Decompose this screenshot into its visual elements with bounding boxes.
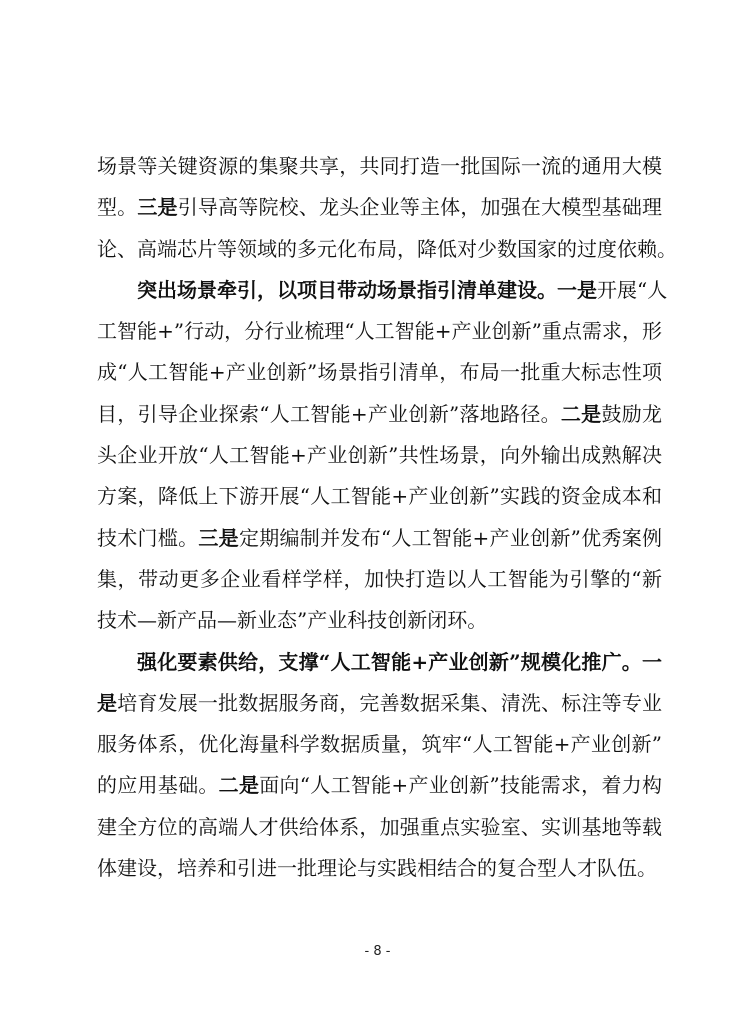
text-line: [97, 683, 662, 724]
bold-marker: 三是: [198, 525, 239, 550]
text-line: 集，带动更多企业看样学样，加快打造以人工智能为引擎的“新: [97, 566, 662, 591]
text-line: 体建设，培养和引进一批理论与实践相结合的复合型人才队伍。: [97, 856, 657, 881]
text-line: [97, 518, 662, 559]
paragraph-factor-supply: [97, 642, 662, 890]
bold-marker: 二是: [560, 401, 602, 426]
paragraph-continuation: [97, 146, 677, 270]
text-segment: 鼓励龙: [601, 401, 663, 426]
paragraph-scenario-guidance: [97, 270, 668, 642]
bold-marker: 三是: [137, 195, 178, 220]
paragraph-heading: 强化要素供给，支撑“人工智能+产业创新”规模化推广。一: [137, 649, 662, 674]
text-line: 建全方位的高端人才供给体系，加强重点实验室、实训基地等载: [97, 814, 662, 839]
text-segment: 的应用基础。: [97, 773, 219, 798]
text-segment: 面向“人工智能+产业创新”技能需求，着力构: [259, 773, 662, 798]
text-segment: 培育发展一批数据服务商，完善数据采集、清洗、标注等专业: [117, 690, 663, 715]
text-line: 服务体系，优化海量科学数据质量，筑牢“人工智能+产业创新”: [97, 732, 662, 757]
text-line: 论、高端芯片等领域的多元化布局，降低对少数国家的过度依赖。: [97, 236, 677, 261]
text-segment: 开展“人: [597, 277, 668, 302]
text-line: [97, 394, 662, 435]
text-segment: 目，引导企业探索“人工智能+产业创新”落地路径。: [97, 401, 561, 426]
paragraph-heading: 突出场景牵引，以项目带动场景指引清单建设。: [137, 277, 557, 302]
bold-marker: 是: [97, 690, 118, 715]
body-text: [97, 146, 677, 889]
text-segment: 技术门槛。: [97, 525, 199, 550]
text-segment: 定期编制并发布“人工智能+产业创新”优秀案例: [238, 525, 662, 550]
text-line: [97, 187, 662, 228]
text-line: [97, 642, 662, 683]
text-segment: 引导高等院校、龙头企业等主体，加强在大模型基础理: [177, 195, 663, 220]
page-number: - 8 -: [364, 944, 391, 959]
text-line: [97, 270, 668, 311]
text-line: 方案，降低上下游开展“人工智能+产业创新”实践的资金成本和: [97, 484, 662, 509]
text-line: 成“人工智能+产业创新”场景指引清单，布局一批重大标志性项: [97, 360, 662, 385]
text-segment: 型。: [97, 195, 138, 220]
bold-marker: 二是: [218, 773, 260, 798]
text-line: 场景等关键资源的集聚共享，共同打造一批国际一流的通用大模: [97, 154, 662, 178]
bold-marker: 一是: [557, 277, 597, 302]
text-line: 头企业开放“人工智能+产业创新”共性场景，向外输出成熟解决: [97, 443, 662, 468]
text-line: 工智能+”行动，分行业梳理“人工智能+产业创新”重点需求，形: [97, 319, 662, 344]
text-line: 技术—新产品—新业态”产业科技创新闭环。: [97, 608, 488, 633]
text-line: [97, 765, 662, 806]
